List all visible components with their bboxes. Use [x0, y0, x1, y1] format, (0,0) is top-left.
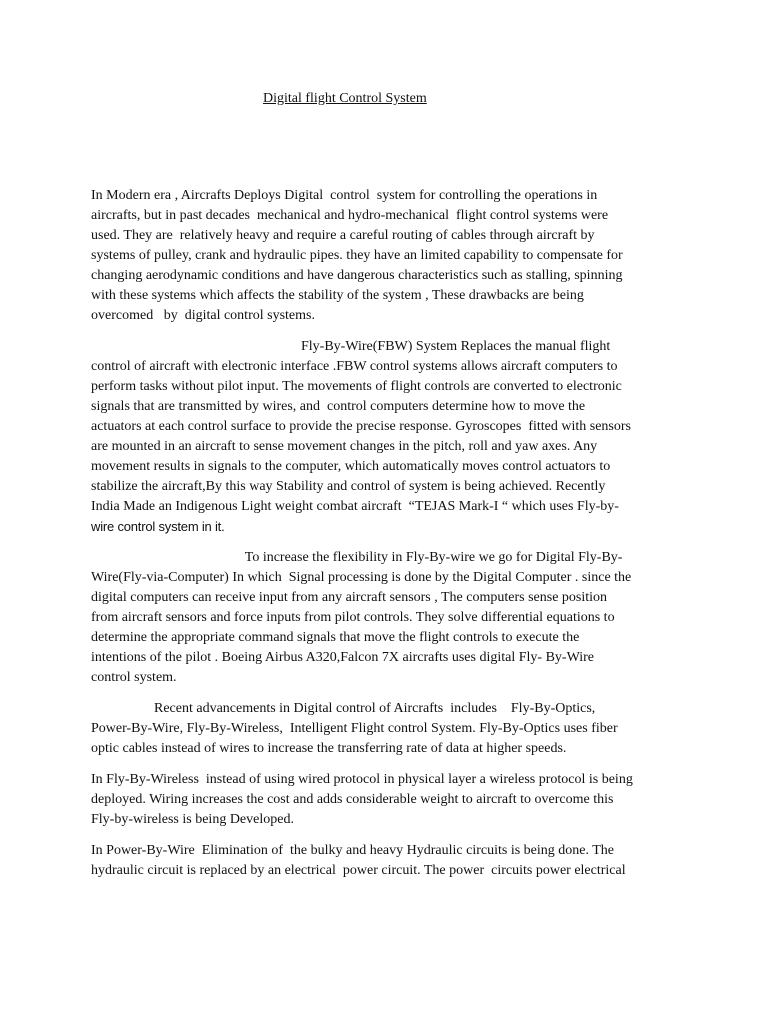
document-title: Digital flight Control System: [263, 91, 427, 106]
text-line: actuators at each control surface to provide the precise response. Gyroscopes fitted with sensors: [91, 419, 631, 434]
text-line: used. They are relatively heavy and require a careful routing of cables through aircraft by: [91, 228, 595, 243]
text-line: In Modern era , Aircrafts Deploys Digital control system for controlling the operations in: [91, 188, 598, 203]
text-line: Power-By-Wire, Fly-By-Wireless, Intelligent Flight control System. Fly-By-Optics uses fiber: [91, 721, 618, 736]
text-line: Wire(Fly-via-Computer) In which Signal processing is done by the Digital Computer . since the: [91, 570, 632, 585]
text-line: In Power-By-Wire Elimination of the bulky and heavy Hydraulic circuits is being done. The: [91, 843, 614, 858]
paragraph: [91, 337, 681, 537]
text-line: control of aircraft with electronic interface .FBW control systems allows aircraft computers to: [91, 359, 618, 374]
text-line: determine the appropriate command signals that move the flight controls to execute the: [91, 630, 580, 645]
text-line: To increase the flexibility in Fly-By-wire we go for Digital Fly-By-: [91, 550, 623, 565]
text-line: deployed. Wiring increases the cost and adds considerable weight to aircraft to overcome this: [91, 792, 614, 807]
text-line: control system.: [91, 670, 177, 685]
text-line: hydraulic circuit is replaced by an electrical power circuit. The power circuits power electrical: [91, 863, 626, 878]
document-body: [91, 186, 681, 892]
paragraph: [91, 841, 681, 881]
text-line: Fly-By-Wire(FBW) System Replaces the manual flight: [91, 339, 611, 354]
text-line: systems of pulley, crank and hydraulic pipes. they have an limited capability to compensate for: [91, 248, 623, 263]
text-line: movement results in signals to the computer, which automatically moves control actuators to: [91, 459, 611, 474]
text-line: Fly-by-wireless is being Developed.: [91, 812, 294, 827]
text-line: Recent advancements in Digital control of Aircrafts includes Fly-By-Optics,: [91, 701, 596, 716]
text-line: wire control system in it.: [91, 519, 225, 534]
text-line: overcomed by digital control systems.: [91, 308, 315, 323]
text-line: In Fly-By-Wireless instead of using wired protocol in physical layer a wireless protocol is being: [91, 772, 633, 787]
text-line: aircrafts, but in past decades mechanical and hydro-mechanical flight control systems were: [91, 208, 609, 223]
text-line: digital computers can receive input from any aircraft sensors , The computers sense position: [91, 590, 608, 605]
text-line: changing aerodynamic conditions and have dangerous characteristics such as stalling, spinning: [91, 268, 623, 283]
text-line: optic cables instead of wires to increase the transferring rate of data at higher speeds.: [91, 741, 567, 756]
paragraph: [91, 186, 681, 326]
text-line: are mounted in an aircraft to sense movement changes in the pitch, roll and yaw axes. Any: [91, 439, 598, 454]
text-line: intentions of the pilot . Boeing Airbus A320,Falcon 7X aircrafts uses digital Fly- By-Wire: [91, 650, 594, 665]
text-line: perform tasks without pilot input. The movements of flight controls are converted to electronic: [91, 379, 622, 394]
paragraph: [91, 770, 681, 830]
text-line: stabilize the aircraft,By this way Stability and control of system is being achieved. Recently: [91, 479, 606, 494]
text-line: with these systems which affects the stability of the system , These drawbacks are being: [91, 288, 584, 303]
paragraph: [91, 548, 681, 688]
paragraph: [91, 699, 681, 759]
text-line: signals that are transmitted by wires, and control computers determine how to move the: [91, 399, 586, 414]
text-line: India Made an Indigenous Light weight combat aircraft “TEJAS Mark-I “ which uses Fly-by-: [91, 499, 619, 514]
text-line: from aircraft sensors and force inputs from pilot controls. They solve differential equations to: [91, 610, 615, 625]
